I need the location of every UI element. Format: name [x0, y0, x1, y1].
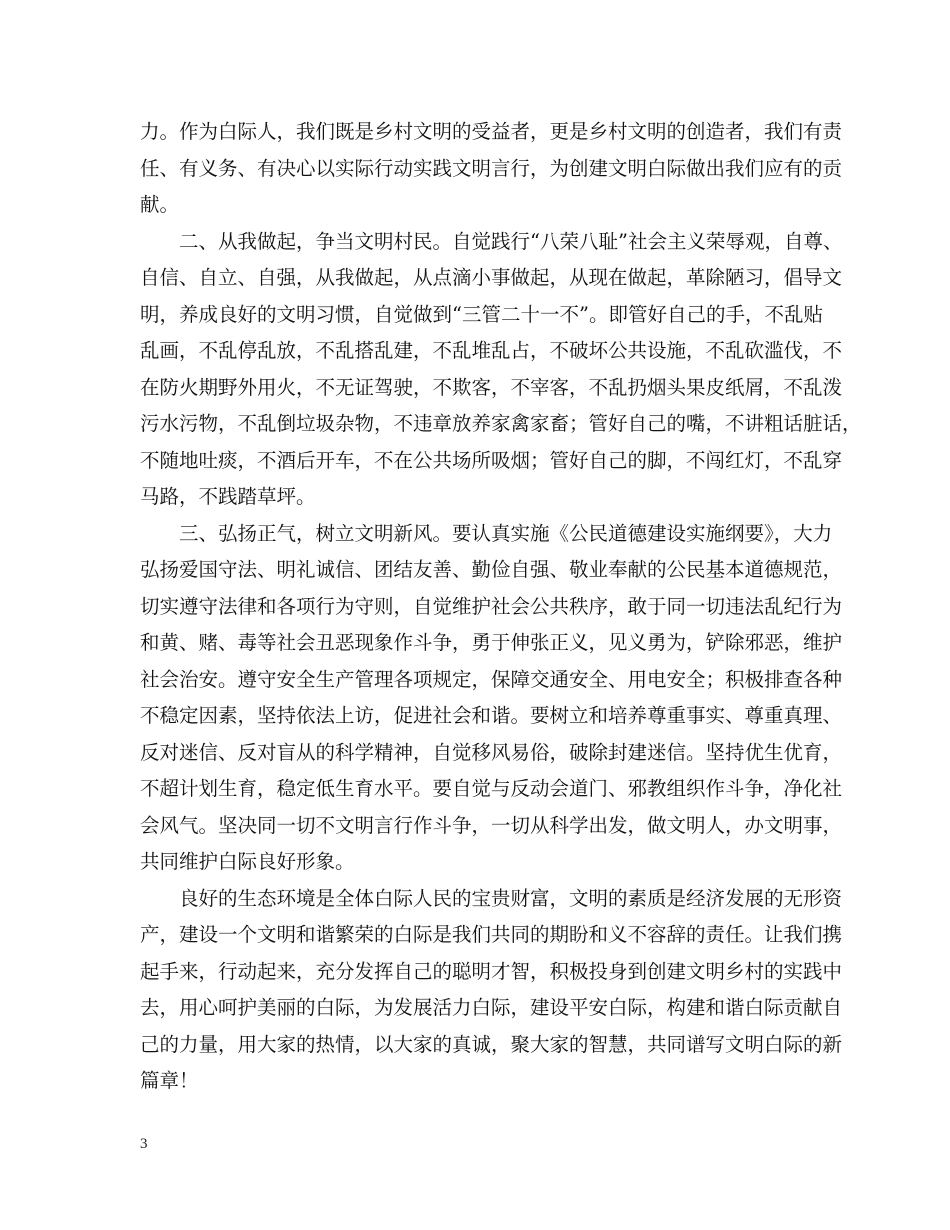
text-line: 己的力量，用大家的热情，以大家的真诚，聚大家的智慧，共同谱写文明白际的新 — [140, 1032, 843, 1056]
text-line: 会风气。坚决同一切不文明言行作斗争，一切从科学出发，做文明人，办文明事， — [140, 813, 843, 837]
paragraph-first-line: 二、从我做起，争当文明村民。自觉践行“八荣八耻”社会主义荣辱观，自尊、 — [179, 229, 843, 253]
text-line: 乱画，不乱停乱放，不乱搭乱建，不乱堆乱占，不破坏公共设施，不乱砍滥伐，不 — [140, 339, 843, 362]
page-number: 3 — [140, 1136, 148, 1152]
text-line: 不随地吐痰，不酒后开车，不在公共场所吸烟；管好自己的脚，不闯红灯，不乱穿 — [140, 448, 843, 472]
text-line: 力。作为白际人，我们既是乡村文明的受益者，更是乡村文明的创造者，我们有责 — [140, 120, 843, 143]
body-text — [140, 114, 862, 1100]
text-line: 共同维护白际良好形象。 — [140, 850, 355, 873]
text-line: 切实遵守法律和各项行为守则，自觉维护社会公共秩序，敢于同一切违法乱纪行为 — [140, 594, 843, 618]
text-line: 献。 — [140, 193, 180, 216]
text-line: 马路，不践踏草坪。 — [140, 485, 316, 508]
text-line: 起手来，行动起来，充分发挥自己的聪明才智，积极投身到创建文明乡村的实践中 — [140, 959, 843, 983]
text-line: 反对迷信、反对盲从的科学精神，自觉移风易俗，破除封建迷信。坚持优生优育， — [140, 740, 843, 764]
text-line: 去，用心呵护美丽的白际，为发展活力白际，建设平安白际，构建和谐白际贡献自 — [140, 996, 843, 1019]
text-line: 自信、自立、自强，从我做起，从点滴小事做起，从现在做起，革除陋习，倡导文 — [140, 266, 843, 289]
text-line: 社会治安。遵守安全生产管理各项规定，保障交通安全、用电安全；积极排查各种 — [140, 667, 843, 691]
text-line: 在防火期野外用火，不无证驾驶，不欺客，不宰客，不乱扔烟头果皮纸屑，不乱泼 — [140, 375, 843, 399]
text-line: 不超计划生育，稳定低生育水平。要自觉与反动会道门、邪教组织作斗争，净化社 — [140, 777, 843, 800]
text-line: 产，建设一个文明和谐繁荣的白际是我们共同的期盼和义不容辞的责任。让我们携 — [140, 923, 843, 946]
paragraph-first-line: 良好的生态环境是全体白际人民的宝贵财富，文明的素质是经济发展的无形资 — [179, 886, 843, 910]
text-line: 和黄、赌、毒等社会丑恶现象作斗争，勇于伸张正义，见义勇为，铲除邪恶，维护 — [140, 631, 843, 654]
text-line: 篇章！ — [140, 1069, 199, 1092]
text-line: 弘扬爱国守法、明礼诚信、团结友善、勤俭自强、敬业奉献的公民基本道德规范， — [140, 558, 843, 581]
text-line: 任、有义务、有决心以实际行动实践文明言行，为创建文明白际做出我们应有的贡 — [140, 156, 843, 180]
text-line: 明，养成良好的文明习惯，自觉做到“三管二十一不”。即管好自己的手，不乱贴 — [140, 302, 823, 326]
text-line: 不稳定因素，坚持依法上访，促进社会和谐。要树立和培养尊重事实、尊重真理、 — [140, 704, 843, 727]
paragraph-first-line: 三、弘扬正气，树立文明新风。要认真实施《公民道德建设实施纲要》，大力 — [179, 521, 833, 545]
text-line: 污水污物，不乱倒垃圾杂物，不违章放养家禽家畜；管好自己的嘴，不讲粗话脏话， — [140, 412, 862, 435]
